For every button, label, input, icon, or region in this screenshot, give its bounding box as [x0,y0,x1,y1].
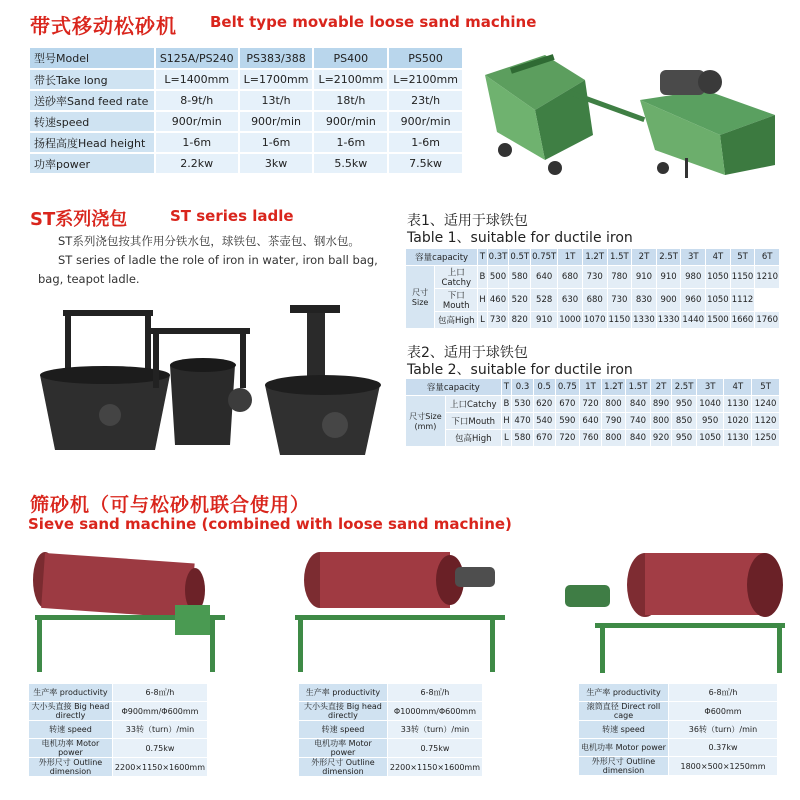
capacity-value: 0.5T [509,249,531,266]
size-value: 1120 [752,413,780,430]
size-value: 1330 [632,312,657,329]
capacity-value: 5T [730,249,755,266]
size-row-code: L [501,430,512,447]
size-value: 1210 [755,266,780,289]
size-row [406,289,780,312]
belt-machine-photo [475,40,795,180]
spec-row [30,69,462,90]
ladle-description-en: ST series of ladle the role of iron in water, iron ball bag, bag, teapot ladle. [38,253,378,286]
size-value: 1040 [696,396,724,413]
size-value: 1050 [706,289,731,312]
spec-value: L=2100mm [388,69,462,90]
size-value: 520 [509,289,531,312]
sieve-spec-label: 生产率 productivity [29,684,113,702]
sieve-spec-row [579,684,778,702]
section2-title-cn: ST系列浇包 [30,209,128,230]
size-value: 910 [656,266,681,289]
spec-label: 转速speed [30,111,155,132]
size-value: 1760 [755,312,780,329]
ladle-table-2 [405,378,780,447]
size-value: 950 [672,430,696,447]
size-value: 760 [580,430,602,447]
size-value: 790 [601,413,625,430]
size-value: 500 [487,266,509,289]
size-value: 890 [650,396,672,413]
spec-value: 1-6m [155,132,239,153]
size-row-code: H [478,289,487,312]
size-row-label: 下口Mouth [435,289,478,312]
size-value: 840 [626,430,650,447]
size-value: 620 [533,396,555,413]
size-value: 680 [558,266,583,289]
size-value: 680 [582,289,607,312]
sieve-spec-label: 电机功率 Motor power [29,739,113,758]
capacity-value: 2T [632,249,657,266]
spec-value: L=2100mm [313,69,388,90]
sieve-spec-value: 6-8㎥/h [669,684,778,702]
spec-value: 5.5kw [313,153,388,174]
size-value: 850 [672,413,696,430]
capacity-value: 0.3T [487,249,509,266]
spec-value: 1-6m [388,132,462,153]
size-value: 1440 [681,312,706,329]
sieve-spec-label: 大小头直接 Big head directly [29,702,113,721]
sieve-spec-label: 转速 speed [579,721,669,739]
size-value: 1130 [724,430,752,447]
spec-label: 送砂率Sand feed rate [30,90,155,111]
capacity-row [406,379,780,396]
size-value: 528 [531,289,558,312]
sieve-spec-label: 转速 speed [299,721,388,739]
spec-value: S125A/PS240 [155,48,239,69]
size-value: 640 [580,413,602,430]
capacity-code: T [501,379,512,396]
sieve-spec-label: 转速 speed [29,721,113,739]
size-value: 800 [601,396,625,413]
size-value: 1050 [696,430,724,447]
sieve-spec-label: 电机功率 Motor power [299,739,388,758]
ladle-table-1 [405,248,780,329]
capacity-value: 1T [558,249,583,266]
table1-title-cn: 表1、适用于球铁包 [407,213,528,229]
spec-value: 13t/h [239,90,314,111]
sieve-spec-value: 33转（turn）/min [112,721,207,739]
size-value: 920 [650,430,672,447]
size-row [406,430,780,447]
sieve-spec-value: 6-8㎥/h [112,684,207,702]
sieve-spec-label: 生产率 productivity [299,684,388,702]
capacity-value: 5T [752,379,780,396]
capacity-value: 0.75T [531,249,558,266]
spec-row [30,90,462,111]
sieve-spec-value: 1800×500×1250mm [669,757,778,776]
ladle-description-cn: ST系列浇包按其作用分铁水包，球铁包、茶壶包、钢水包。 [58,234,360,248]
size-value: 1250 [752,430,780,447]
spec-value: 900r/min [313,111,388,132]
sieve-spec-value: 0.75kw [112,739,207,758]
sieve-spec-row [579,757,778,776]
table2-title-en: Table 2、suitable for ductile iron [407,362,633,378]
size-value: 950 [672,396,696,413]
size-label [406,396,446,447]
capacity-value: 3T [696,379,724,396]
spec-label: 功率power [30,153,155,174]
size-value: 730 [607,289,632,312]
sieve-machine-photo-3 [555,545,795,675]
size-value: 1240 [752,396,780,413]
spec-value: PS383/388 [239,48,314,69]
size-row-label: 上口Catchy [435,266,478,289]
size-value: 1020 [724,413,752,430]
size-row [406,413,780,430]
capacity-value: 3T [681,249,706,266]
sieve-spec-value: 0.75kw [387,739,482,758]
size-value: 720 [580,396,602,413]
spec-value: 2.2kw [155,153,239,174]
sieve-spec-label: 外形尺寸 Outline dimension [29,758,113,777]
sieve-spec-row [579,739,778,757]
sieve-spec-label: 大小头直接 Big head directly [299,702,388,721]
size-row [406,266,780,289]
capacity-value: 1.2T [601,379,625,396]
sieve-spec-row [29,684,208,702]
sieve-spec-value: Φ1000mm/Φ600mm [387,702,482,721]
sieve-spec-label: 外形尺寸 Outline dimension [299,758,388,777]
spec-label: 带长Take long [30,69,155,90]
size-row-code: H [501,413,512,430]
size-value: 720 [555,430,580,447]
sieve-spec-value: 33转（turn）/min [387,721,482,739]
sieve-spec-label: 生产率 productivity [579,684,669,702]
sieve-spec-row [29,758,208,777]
sieve-spec-table-1 [28,683,208,777]
sieve-spec-row [299,721,483,739]
sieve-spec-row [299,702,483,721]
capacity-value: 0.3 [512,379,534,396]
size-value: 980 [681,266,706,289]
sieve-spec-value: Φ600mm [669,702,778,721]
sieve-spec-row [29,721,208,739]
size-row-label: 下口Mouth [445,413,501,430]
capacity-label: 容量capacity [406,249,478,266]
capacity-value: 4T [706,249,731,266]
sieve-spec-row [299,684,483,702]
size-value: 1150 [607,312,632,329]
spec-row [30,153,462,174]
sieve-spec-value: 36转（turn）/min [669,721,778,739]
spec-label: 扬程高度Head height [30,132,155,153]
size-value: 1050 [706,266,731,289]
spec-value: 3kw [239,153,314,174]
size-value: 730 [582,266,607,289]
size-value: 670 [555,396,580,413]
capacity-value: 0.75 [555,379,580,396]
size-label-text: 尺寸Size [409,412,442,421]
size-value: 1070 [582,312,607,329]
size-value: 950 [696,413,724,430]
spec-row [30,48,462,69]
sieve-spec-table-3 [578,683,778,776]
size-row [406,312,780,329]
size-row-label: 包高High [445,430,501,447]
spec-value: 23t/h [388,90,462,111]
capacity-value: 1T [580,379,602,396]
size-value: 1112 [730,289,755,312]
capacity-value: 1.5T [607,249,632,266]
size-value: 840 [626,396,650,413]
sieve-spec-value: 6-8㎥/h [387,684,482,702]
section1-title-en: Belt type movable loose sand machine [210,13,537,31]
capacity-value: 0.5 [533,379,555,396]
size-value: 1150 [730,266,755,289]
size-value: 630 [558,289,583,312]
sieve-spec-row [299,739,483,758]
capacity-row [406,249,780,266]
capacity-value: 2.5T [656,249,681,266]
spec-row [30,111,462,132]
capacity-value: 1.5T [626,379,650,396]
capacity-value: 2.5T [672,379,696,396]
size-value: 580 [512,430,534,447]
section1-title-cn: 带式移动松砂机 [30,14,177,38]
size-value: 800 [650,413,672,430]
size-value: 1660 [730,312,755,329]
spec-value: 900r/min [239,111,314,132]
spec-value: 900r/min [388,111,462,132]
sieve-spec-row [579,702,778,721]
size-value: 1500 [706,312,731,329]
size-value: 460 [487,289,509,312]
size-value: 1000 [558,312,583,329]
sieve-spec-row [29,739,208,758]
sieve-spec-value: 0.37kw [669,739,778,757]
size-value: 590 [555,413,580,430]
capacity-label: 容量capacity [406,379,502,396]
size-unit: (mm) [414,422,437,431]
size-value: 910 [531,312,558,329]
size-value: 1130 [724,396,752,413]
spec-row [30,132,462,153]
sieve-spec-label: 滚筒直径 Direct roll cage [579,702,669,721]
size-row-code: B [501,396,512,413]
table2-title-cn: 表2、适用于球铁包 [407,345,528,361]
size-row [406,396,780,413]
sieve-spec-table-2 [298,683,483,777]
size-row-label: 包高High [435,312,478,329]
size-row-label: 上口Catchy [445,396,501,413]
spec-label: 型号Model [30,48,155,69]
capacity-value: 1.2T [582,249,607,266]
ladle-description [38,232,378,289]
belt-machine-spec-table [30,48,462,175]
spec-value: PS400 [313,48,388,69]
size-value: 800 [601,430,625,447]
size-value: 830 [632,289,657,312]
size-value: 530 [512,396,534,413]
spec-value: L=1400mm [155,69,239,90]
capacity-value: 6T [755,249,780,266]
table1-title-en: Table 1、suitable for ductile iron [407,230,633,246]
sieve-machine-photo-1 [25,545,225,675]
spec-value: 1-6m [313,132,388,153]
sieve-spec-value: Φ900mm/Φ600mm [112,702,207,721]
spec-value: 8-9t/h [155,90,239,111]
size-label [406,266,435,329]
size-value: 820 [509,312,531,329]
ladle-photo [35,300,385,460]
size-value: 740 [626,413,650,430]
size-value: 730 [487,312,509,329]
spec-value: 1-6m [239,132,314,153]
capacity-value: 4T [724,379,752,396]
size-value: 900 [656,289,681,312]
section2-title-en: ST series ladle [170,207,294,225]
spec-value: 900r/min [155,111,239,132]
size-value: 540 [533,413,555,430]
sieve-spec-label: 外形尺寸 Outline dimension [579,757,669,776]
spec-value: L=1700mm [239,69,314,90]
section3-title-en: Sieve sand machine (combined with loose sand machine) [28,515,512,533]
size-label-text: 尺寸Size [411,288,429,307]
size-row-code: L [478,312,487,329]
sieve-spec-row [579,721,778,739]
sieve-spec-value: 2200×1150×1600mm [387,758,482,777]
sieve-spec-value: 2200×1150×1600mm [112,758,207,777]
sieve-machine-photo-2 [290,545,510,675]
sieve-spec-row [29,702,208,721]
size-row-code: B [478,266,487,289]
section3-title-cn: 筛砂机（可与松砂机联合使用） [30,494,311,516]
spec-value: PS500 [388,48,462,69]
capacity-value: 2T [650,379,672,396]
size-value: 580 [509,266,531,289]
size-value: 910 [632,266,657,289]
size-value: 960 [681,289,706,312]
size-value: 780 [607,266,632,289]
sieve-spec-row [299,758,483,777]
size-value: 670 [533,430,555,447]
sieve-spec-label: 电机功率 Motor power [579,739,669,757]
size-value: 1330 [656,312,681,329]
size-value: 470 [512,413,534,430]
spec-value: 7.5kw [388,153,462,174]
spec-value: 18t/h [313,90,388,111]
size-value: 640 [531,266,558,289]
capacity-code: T [478,249,487,266]
